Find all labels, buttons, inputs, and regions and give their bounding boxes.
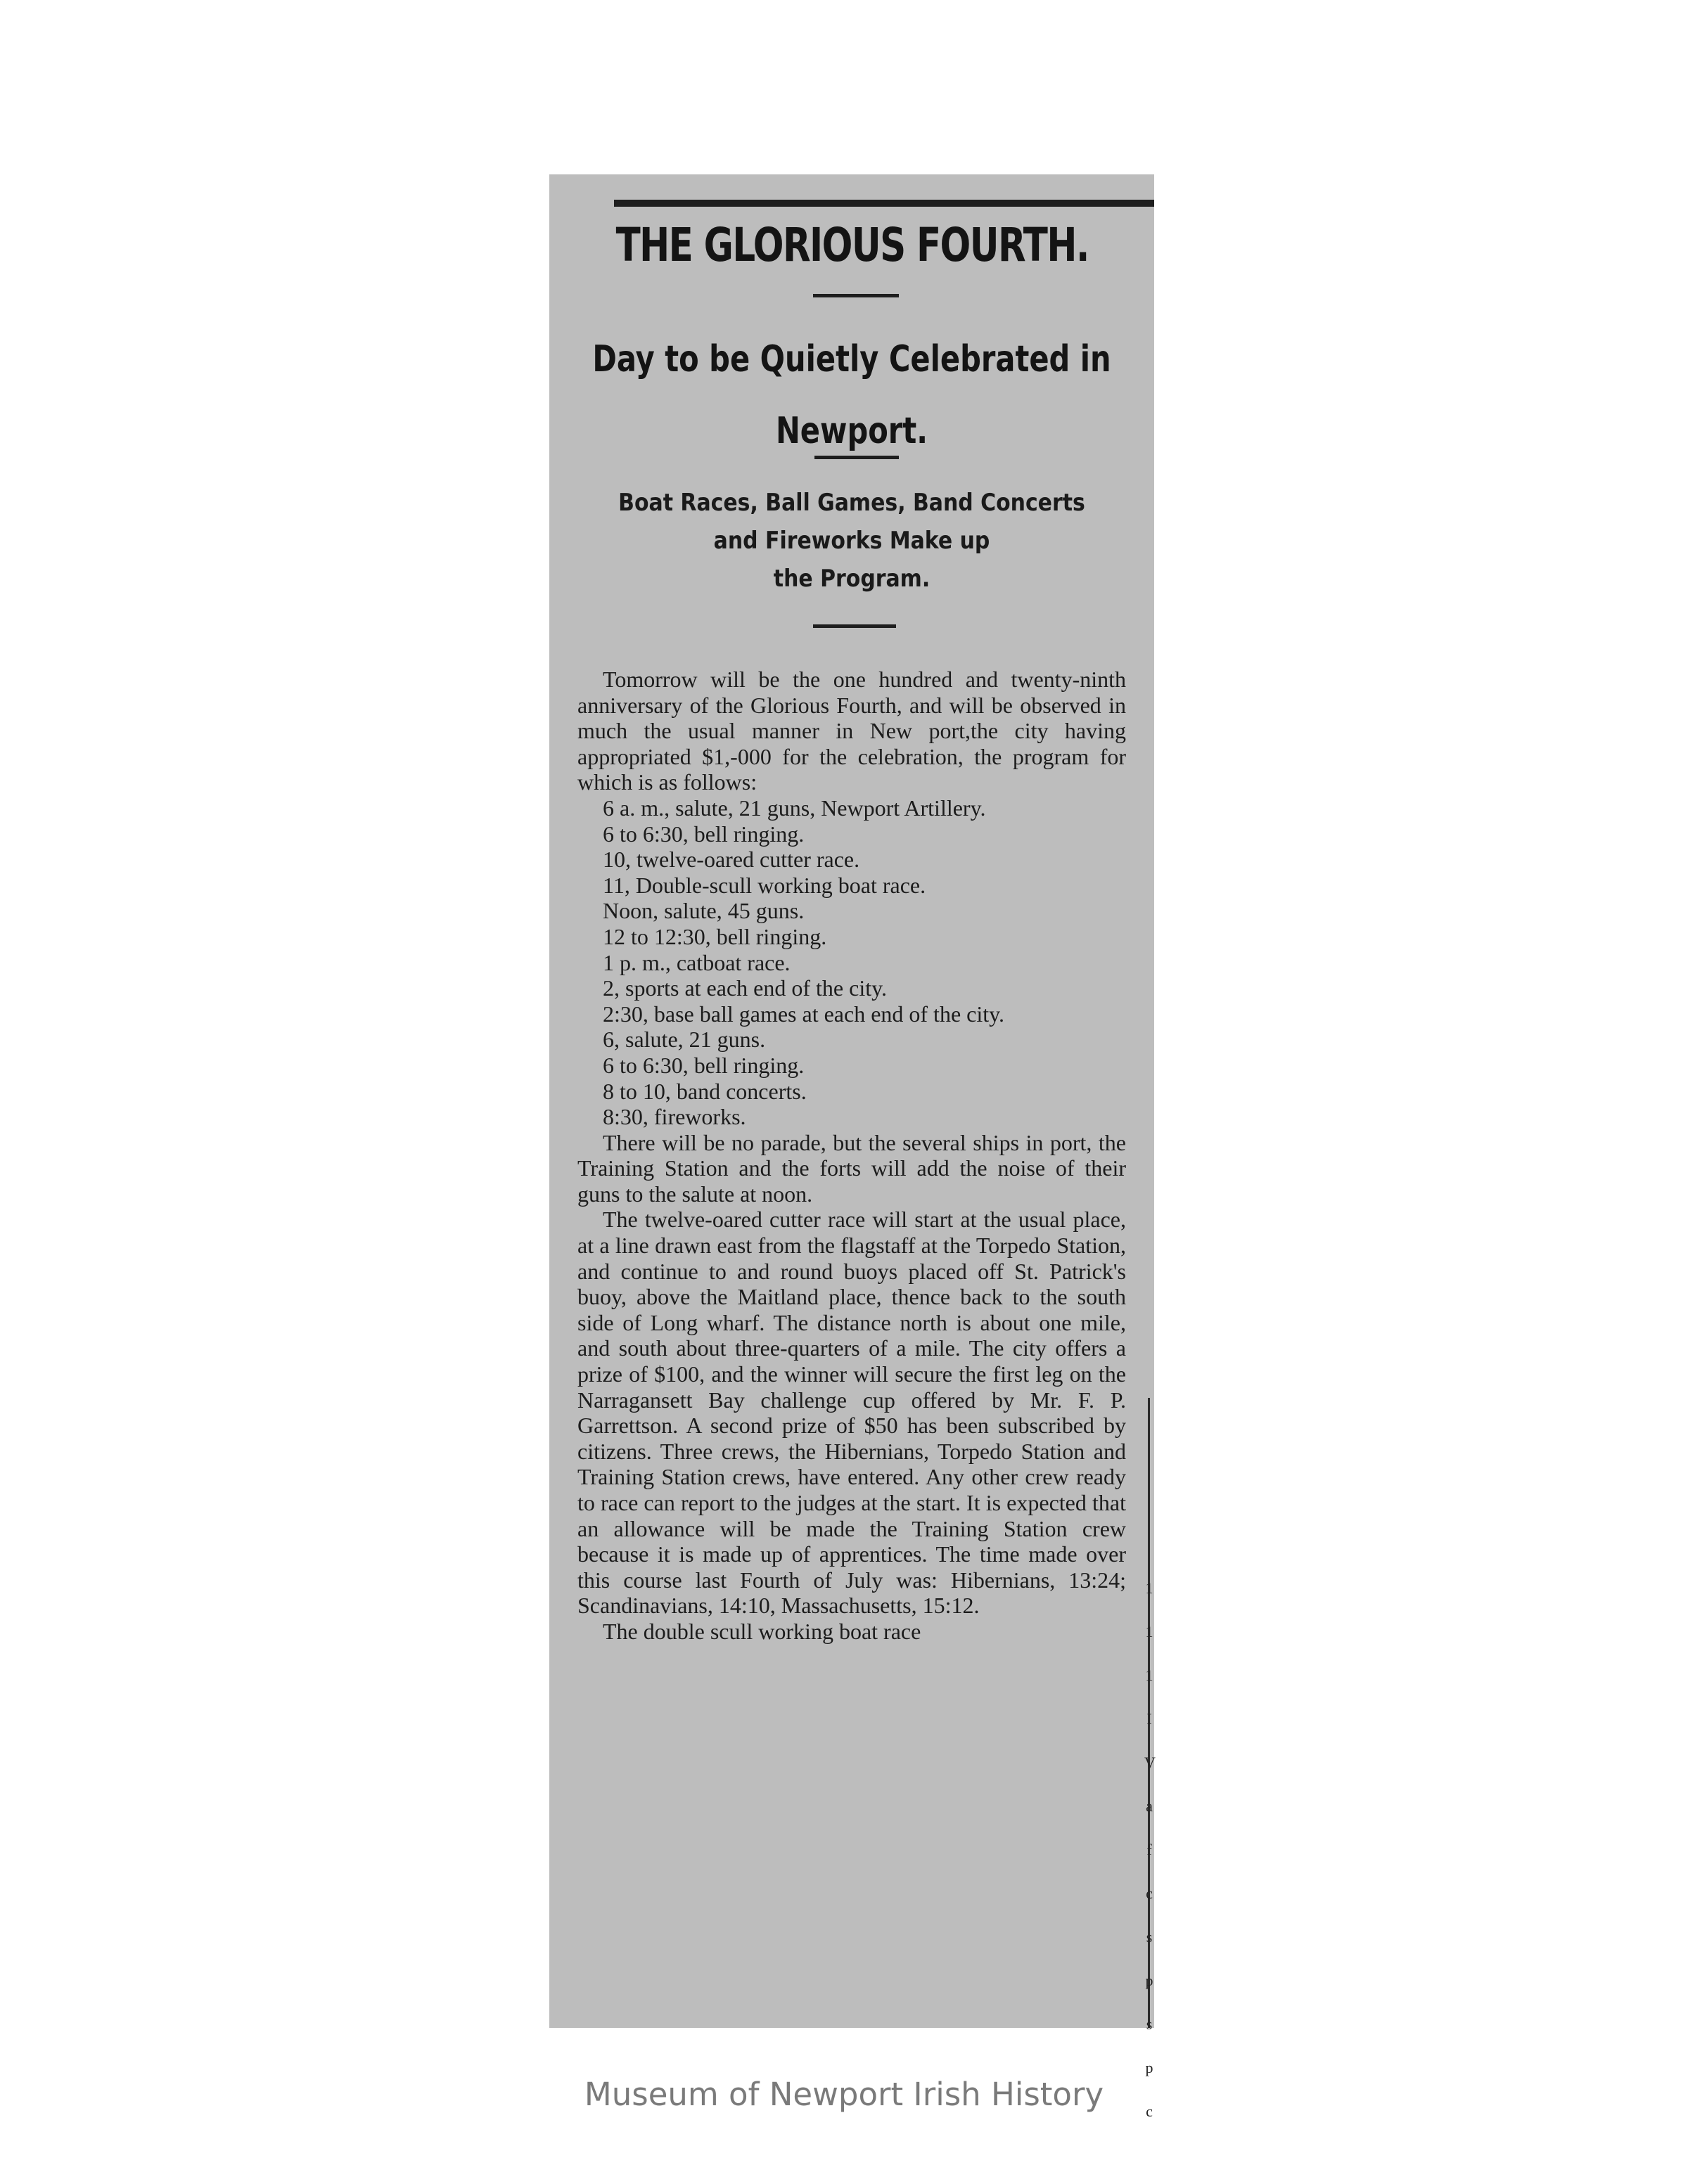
deck [561,484,1142,598]
edge-fragment: s [1146,2015,1153,2033]
schedule-item: 11, Double-scull working boat race. [603,872,926,898]
divider-rule [813,294,899,297]
cut-off-paragraph: The double scull working boat race [603,1618,921,1644]
schedule-item: Noon, salute, 45 guns. [603,898,805,924]
edge-fragment: V [1144,1754,1156,1771]
race-paragraph: The twelve-oared cutter race will start at the usual place, at a line drawn east from the flagstaff at the Torpedo Station, and continue to and round buoys placed off St. Patrick's buoy, above the Maitland place, thence back to the south side of Long wharf. The distance north is about one mile, and south about three-quarters of a mile. The city offers a prize of $100, and the winner will secure the first leg on the Narragansett Bay challenge cup offered by Mr. F. P. Garrettson. A second prize of $50 has been subscribed by citizens. Three crews, the Hibernians, Torpedo Station and Training Station crews, have entered. Any other crew ready to race can report to the judges at the start. It is expected that an allowance will be made the Training Station crew because it is made up of apprentices. The time made over this course last Fourth of July was: Hibernians, 13:24; Scandinavians, 14:10, Massachusetts, 15:12. [577,1207,1126,1619]
schedule-item: 1 p. m., catboat race. [603,949,791,975]
schedule-item: 8 to 10, band concerts. [603,1078,807,1104]
edge-fragment: f [1146,1841,1152,1858]
schedule-item: 10, twelve-oared cutter race. [603,847,860,873]
edge-fragment: a [1146,1797,1153,1815]
schedule-item: 2, sports at each end of the city. [603,975,888,1001]
schedule-item: 6 to 6:30, bell ringing. [603,1052,805,1078]
schedule-item: 6 a. m., salute, 21 guns, Newport Artillery. [603,795,986,821]
schedule-item: 6 to 6:30, bell ringing. [603,821,805,847]
deck-line: and Fireworks Make up [713,527,990,555]
edge-fragment: 1 [1145,1666,1153,1684]
divider-rule [814,456,899,459]
edge-fragment: 1 [1145,1623,1153,1640]
schedule-item: 8:30, fireworks. [603,1104,746,1130]
deck-line: Boat Races, Ball Games, Band Concerts [618,489,1085,517]
subheadline: Day to be Quietly Celebrated in Newport. [592,338,1111,452]
schedule-item: 12 to 12:30, bell ringing. [603,923,827,949]
adjacent-column-fragments [1144,1567,1154,2133]
image-caption: Museum of Newport Irish History [584,2076,1104,2113]
top-rule [614,200,1154,207]
edge-fragment: 1 [1145,1579,1153,1597]
edge-fragment: p [1145,1972,1153,1989]
schedule-item: 2:30, base ball games at each end of the city. [603,1001,1005,1027]
edge-fragment: I [1146,1710,1152,1728]
schedule-item: 6, salute, 21 guns. [603,1027,766,1053]
deck-line: the Program. [773,565,931,593]
edge-fragment: s [1146,1928,1153,1946]
edge-fragment: c [1146,1884,1153,1902]
edge-fragment: c [1146,2102,1153,2120]
parade-paragraph: There will be no parade, but the several ships in port, the Training Station and the forts will add the noise of their guns to the salute at noon. [577,1129,1126,1207]
intro-paragraph: Tomorrow will be the one hundred and twenty-ninth anniversary of the Glorious Fourth, and will be observed in much the usual manner in New port,the city having appropriated $1,-000 for the celebration, the program for which is as follows: [577,667,1126,795]
headline: THE GLORIOUS FOURTH. [615,218,1089,272]
article-body [577,667,1126,1645]
edge-fragment: p [1145,2059,1153,2076]
divider-rule [813,624,896,628]
